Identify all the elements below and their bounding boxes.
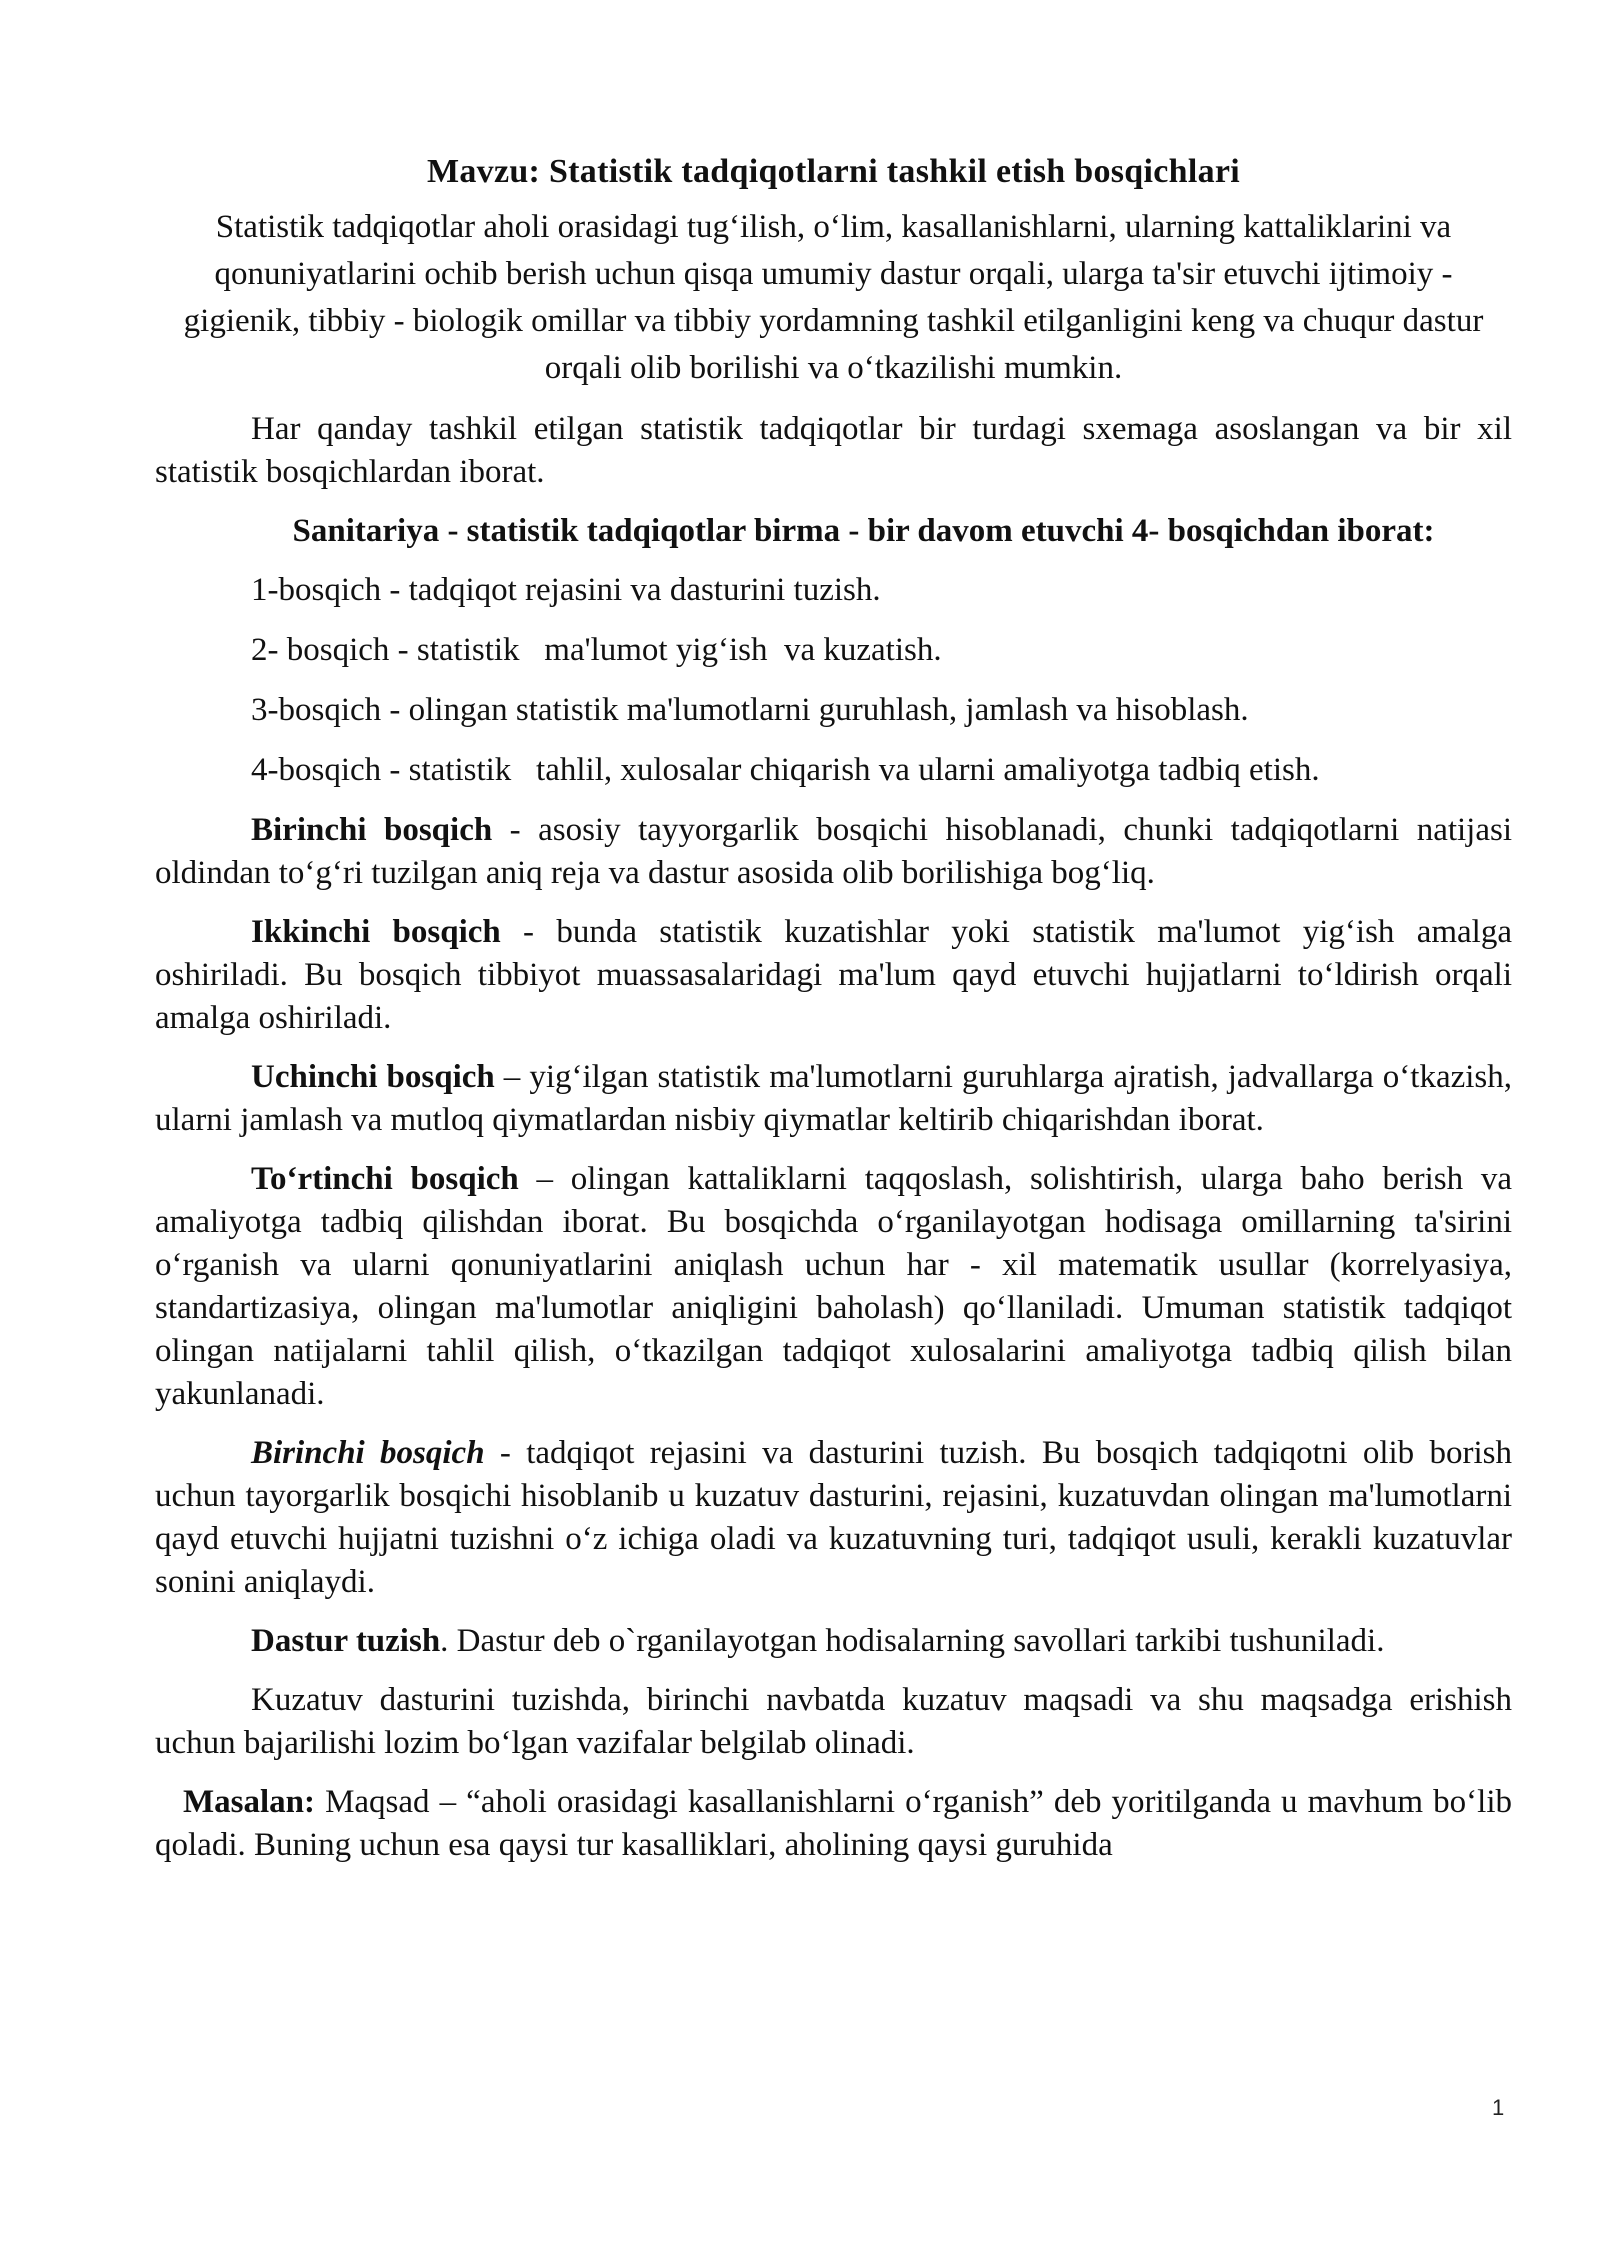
- document-body: [155, 150, 1512, 1867]
- observation-program-paragraph: Kuzatuv dasturini tuzishda, birinchi navbatda kuzatuv maqsadi va shu maqsadga erishish uchun bajarilishi lozim bo‘lgan vazifalar belgilab olinadi.: [155, 1682, 1512, 1761]
- program-paragraph: [155, 1620, 1512, 1663]
- program-text: . Dastur deb o`rganilayotgan hodisalarning savollari tarkibi tushuniladi.: [440, 1623, 1385, 1659]
- stage-first-paragraph: [155, 809, 1512, 895]
- stage-second-paragraph: [155, 911, 1512, 1040]
- stage-term: Birinchi bosqich: [251, 812, 493, 848]
- stage-third-paragraph: [155, 1056, 1512, 1142]
- detail-text: - tadqiqot rejasini va dasturini tuzish. Bu bosqich tadqiqotni olib borish uchun tayorgarlik bosqichi hisoblanib u kuzatuv dasturini, rejasini, kuzatuvdan olingan ma'lumotlarni qayd etuvchi hujjatni tuzishni o‘z ichiga oladi va kuzatuvning turi, tadqiqot usuli, kerakli kuzatuvlar sonini aniqlaydi.: [155, 1435, 1512, 1600]
- first-stage-detail-paragraph: [155, 1432, 1512, 1604]
- stage-term: Ikkinchi bosqich: [251, 914, 501, 950]
- example-paragraph: [155, 1781, 1512, 1867]
- example-term: Masalan:: [183, 1784, 315, 1820]
- program-term: Dastur tuzish: [251, 1623, 441, 1659]
- stage-term: To‘rtinchi bosqich: [251, 1161, 519, 1197]
- list-item: 2- bosqich - statistik ma'lumot yig‘ish va kuzatish.: [251, 632, 942, 668]
- stage-term: Uchinchi bosqich: [251, 1059, 495, 1095]
- stages-list: [155, 569, 1512, 792]
- page-number: 1: [1492, 2095, 1505, 2120]
- stage-text: - bunda statistik kuzatishlar yoki statistik ma'lumot yig‘ish amalga oshiriladi. Bu bosqich tibbiyot muassasalaridagi ma'lum qayd etuvchi hujjatlarni to‘ldirish orqali amalga oshiriladi.: [155, 914, 1512, 1036]
- stage-fourth-paragraph: [155, 1158, 1512, 1416]
- stages-subheading: Sanitariya - statistik tadqiqotlar birma - bir davom etuvchi 4- bosqichdan iborat:: [292, 513, 1435, 549]
- list-item: 3-bosqich - olingan statistik ma'lumotlarni guruhlash, jamlash va hisoblash.: [251, 692, 1249, 728]
- document-title: Mavzu: Statistik tadqiqotlarni tashkil etish bosqichlari: [426, 153, 1241, 190]
- detail-term: Birinchi bosqich: [251, 1435, 485, 1471]
- stage-text: - asosiy tayyorgarlik bosqichi hisoblanadi, chunki tadqiqotlarni natijasi oldindan to‘g‘ri tuzilgan aniq reja va dastur asosida olib borilishiga bog‘liq.: [155, 812, 1513, 891]
- paragraph-schema: Har qanday tashkil etilgan statistik tadqiqotlar bir turdagi sxemaga asoslangan va bir xil statistik bosqichlardan iborat.: [155, 411, 1512, 490]
- list-item: 1-bosqich - tadqiqot rejasini va dasturini tuzish.: [251, 572, 881, 608]
- intro-paragraph: Statistik tadqiqotlar aholi orasidagi tug‘ilish, o‘lim, kasallanishlarni, ularning kattaliklarini va qonuniyatlarini ochib berish uchun qisqa umumiy dastur orqali, ularga ta'sir etuvchi ijtimoiy - gigienik, tibbiy - biologik omillar va tibbiy yordamning tashkil etilganligini keng va chuqur dastur orqali olib borilishi va o‘tkazilishi mumkin.: [183, 209, 1484, 386]
- example-text: Maqsad – “aholi orasidagi kasallanishlarni o‘rganish” deb yoritilganda u mavhum bo‘lib qoladi. Buning uchun esa qaysi tur kasalliklari, aholining qaysi guruhida: [155, 1784, 1512, 1863]
- list-item: 4-bosqich - statistik tahlil, xulosalar chiqarish va ularni amaliyotga tadbiq etish.: [251, 752, 1320, 788]
- stage-text: – yig‘ilgan statistik ma'lumotlarni guruhlarga ajratish, jadvallarga o‘tkazish, ularni jamlash va mutloq qiymatlardan nisbiy qiymatlar keltirib chiqarishdan iborat.: [155, 1059, 1512, 1138]
- stage-text: – olingan kattaliklarni taqqoslash, solishtirish, ularga baho berish va amaliyotga tadbiq qilishdan iborat. Bu bosqichda o‘rganilayotgan hodisaga omillarning ta'sirini o‘rganish va ularni qonuniyatlarini aniqlash uchun har - xil matematik usullar (korrelyasiya, standartizasiya, olingan ma'lumotlar aniqligini baholash) qo‘llaniladi. Umuman statistik tadqiqot olingan natijalarni tahlil qilish, o‘tkazilgan tadqiqot xulosalarini amaliyotga tadbiq qilish bilan yakunlanadi.: [155, 1161, 1512, 1412]
